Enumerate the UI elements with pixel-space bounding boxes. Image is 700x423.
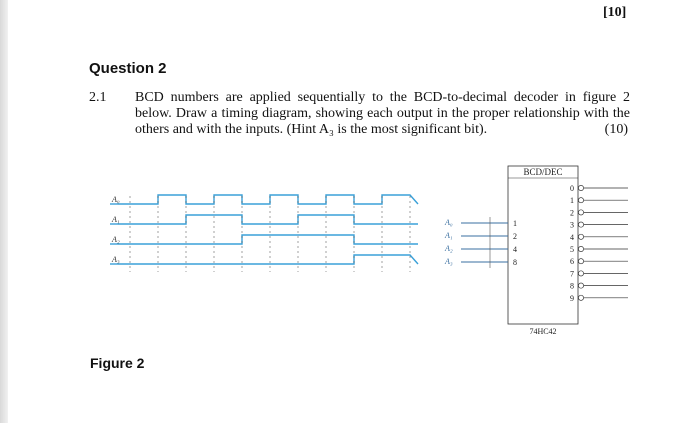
question-points: (10)	[604, 122, 628, 137]
decoder-input-label-a2: A₂	[445, 244, 453, 253]
waveform-a0	[118, 195, 418, 204]
decoder-output-number-6: 6	[570, 257, 574, 267]
decoder-output-bubble	[578, 283, 583, 288]
decoder-output-bubble	[578, 295, 583, 300]
timing-label-a2: A₂	[112, 235, 120, 244]
timing-label-a1: A₁	[112, 215, 120, 224]
decoder-output-number-1: 1	[570, 196, 574, 206]
decoder-output-bubble	[578, 259, 583, 264]
decoder-output-bubble	[578, 185, 583, 190]
decoder-output-bubble	[578, 222, 583, 227]
decoder-output-number-5: 5	[570, 245, 574, 254]
decoder-output-bubble	[578, 234, 583, 239]
waveform-a3	[118, 255, 418, 264]
waveform-a2	[118, 235, 418, 244]
question-text: BCD numbers are applied sequentially to the BCD-to-decimal decoder in figure 2 below. Draw a timing diagram, showing each output in the proper relationship with the others and with the inputs. (Hint A₃ is the most significant bit).	[135, 90, 630, 137]
decoder-block	[444, 166, 628, 336]
decoder-output-bubble	[578, 198, 583, 203]
decoder-part-number: 74HC42	[529, 327, 557, 336]
question-number: 2.1	[89, 90, 107, 105]
decoder-output-number-8: 8	[570, 281, 574, 291]
marks-label: [10]	[603, 5, 627, 20]
decoder-input-label-a0: A₀	[445, 218, 453, 227]
waveform-a1	[118, 215, 418, 224]
decoder-output-number-2: 2	[570, 208, 574, 218]
decoder-title: BCD/DEC	[523, 167, 563, 177]
decoder-output-number-4: 4	[570, 232, 574, 242]
decoder-input-weight: 8	[513, 258, 517, 267]
decoder-output-number-3: 3	[570, 220, 574, 230]
decoder-output-number-0: 0	[570, 184, 574, 193]
timing-diagram	[110, 195, 418, 272]
decoder-input-label-a1: A₁	[445, 231, 453, 240]
decoder-output-bubble	[578, 210, 583, 215]
decoder-input-weight: 1	[513, 219, 517, 228]
question-title: Question 2	[89, 60, 167, 77]
figure-caption: Figure 2	[90, 355, 145, 371]
decoder-body	[508, 166, 578, 324]
decoder-output-bubble	[578, 271, 583, 276]
timing-label-a0: A₀	[112, 195, 120, 204]
timing-label-a3: A₃	[112, 255, 120, 264]
decoder-output-number-7: 7	[570, 269, 574, 279]
decoder-output-bubble	[578, 246, 583, 251]
decoder-input-label-a3: A₃	[445, 257, 453, 266]
decoder-output-number-9: 9	[570, 293, 574, 303]
decoder-input-weight: 4	[513, 245, 517, 254]
decoder-input-weight: 2	[513, 232, 517, 241]
